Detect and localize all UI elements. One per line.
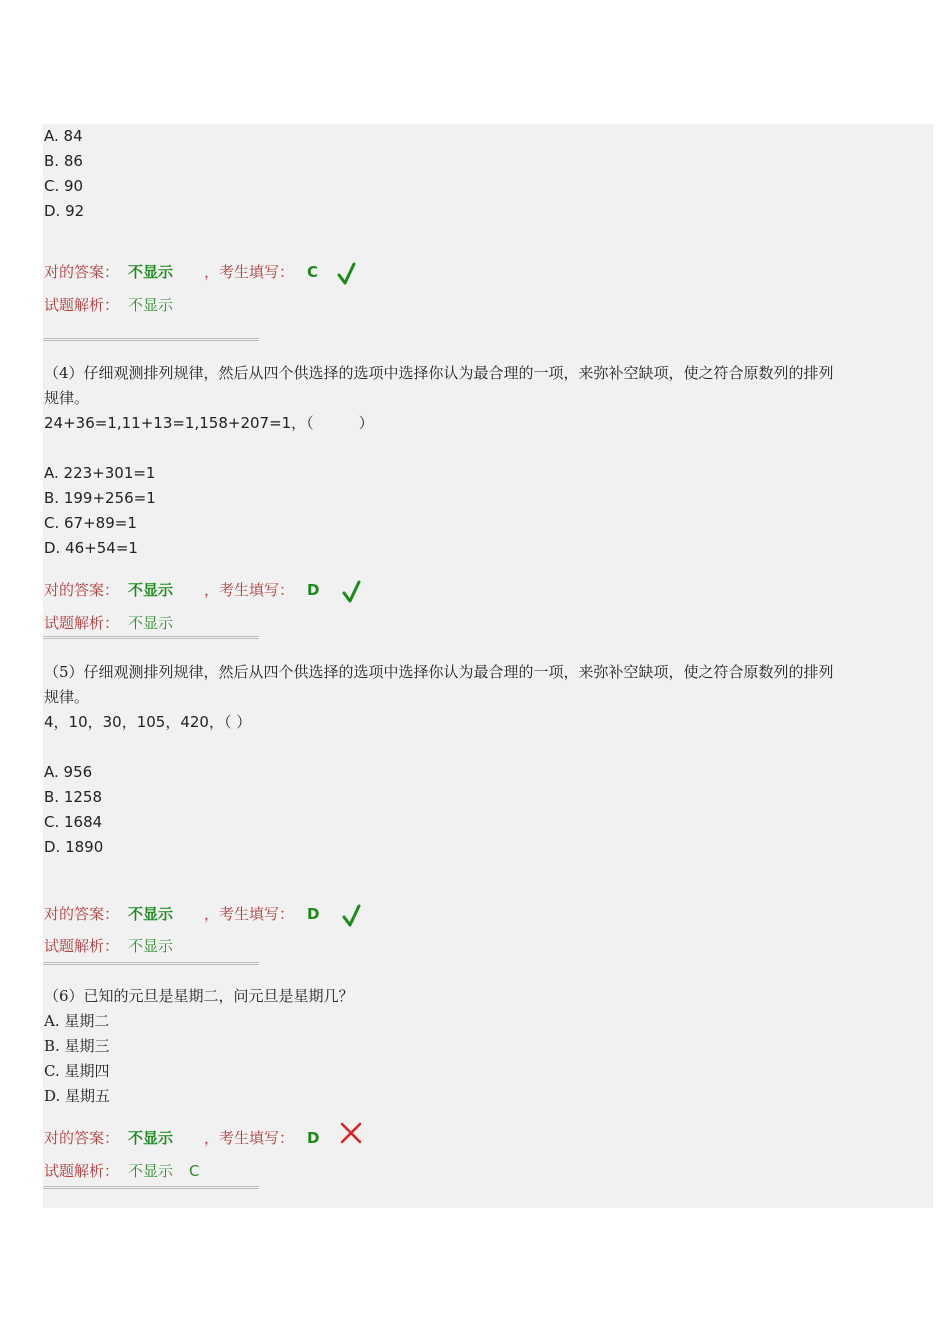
option-b: B. 星期三	[44, 1037, 110, 1055]
question-text-cont: 规律。	[44, 389, 90, 407]
question-text: （5）仔细观测排列规律，然后从四个供选择的选项中选择你认为最合理的一项，来弥补空缺项，使之符合原数列的排列	[44, 663, 834, 681]
divider	[43, 962, 259, 965]
option-b: B. 199+256=1	[44, 489, 156, 507]
divider	[43, 636, 259, 639]
filled-label: ，考生填写：	[204, 581, 295, 599]
option-c: C. 90	[44, 177, 84, 195]
analysis-value: 不显示	[128, 296, 174, 314]
divider	[43, 338, 259, 341]
correct-answer-label: 对的答案：	[44, 581, 120, 599]
analysis-value: 不显示	[128, 937, 174, 955]
option-b: B. 1258	[44, 788, 103, 806]
correct-answer-value: 不显示	[128, 581, 174, 599]
option-a: A. 223+301=1	[44, 464, 156, 482]
filled-label: ，考生填写：	[204, 263, 295, 281]
filled-value: D	[307, 581, 320, 599]
correct-answer-label: 对的答案：	[44, 1129, 120, 1147]
analysis-value: 不显示	[128, 1162, 174, 1180]
filled-value: D	[307, 1129, 320, 1147]
analysis-label: 试题解析：	[44, 296, 120, 314]
option-c: C. 67+89=1	[44, 514, 137, 532]
option-a: A. 956	[44, 763, 93, 781]
filled-value: D	[307, 905, 320, 923]
correct-answer-label: 对的答案：	[44, 905, 120, 923]
option-a: A. 84	[44, 127, 83, 145]
option-d: D. 92	[44, 202, 85, 220]
correct-answer-value: 不显示	[128, 905, 174, 923]
option-c: C. 1684	[44, 813, 103, 831]
option-d: D. 46+54=1	[44, 539, 138, 557]
check-icon	[342, 580, 362, 609]
question-text: （4）仔细观测排列规律，然后从四个供选择的选项中选择你认为最合理的一项，来弥补空缺项，使之符合原数列的排列	[44, 364, 834, 382]
divider	[43, 1186, 259, 1189]
filled-label: ，考生填写：	[204, 905, 295, 923]
option-d: D. 1890	[44, 838, 104, 856]
option-a: A. 星期二	[44, 1012, 110, 1030]
filled-value: C	[307, 263, 319, 281]
question-sequence: 24+36=1,11+13=1,158+207=1，（ ）	[44, 414, 374, 432]
analysis-value: 不显示	[128, 614, 174, 632]
correct-answer-value: 不显示	[128, 1129, 174, 1147]
cross-icon	[340, 1122, 362, 1149]
analysis-label: 试题解析：	[44, 614, 120, 632]
correct-answer-label: 对的答案：	[44, 263, 120, 281]
analysis-extra: C	[189, 1162, 200, 1180]
analysis-label: 试题解析：	[44, 1162, 120, 1180]
question-text-cont: 规律。	[44, 688, 90, 706]
check-icon	[342, 904, 362, 933]
question-text: （6）已知的元旦是星期二，问元旦是星期几？	[44, 987, 354, 1005]
option-b: B. 86	[44, 152, 83, 170]
correct-answer-value: 不显示	[128, 263, 174, 281]
option-d: D. 星期五	[44, 1087, 111, 1105]
filled-label: ，考生填写：	[204, 1129, 295, 1147]
question-sequence: 4，10，30，105，420，（ ）	[44, 713, 252, 731]
check-icon	[337, 262, 357, 291]
option-c: C. 星期四	[44, 1062, 110, 1080]
analysis-label: 试题解析：	[44, 937, 120, 955]
